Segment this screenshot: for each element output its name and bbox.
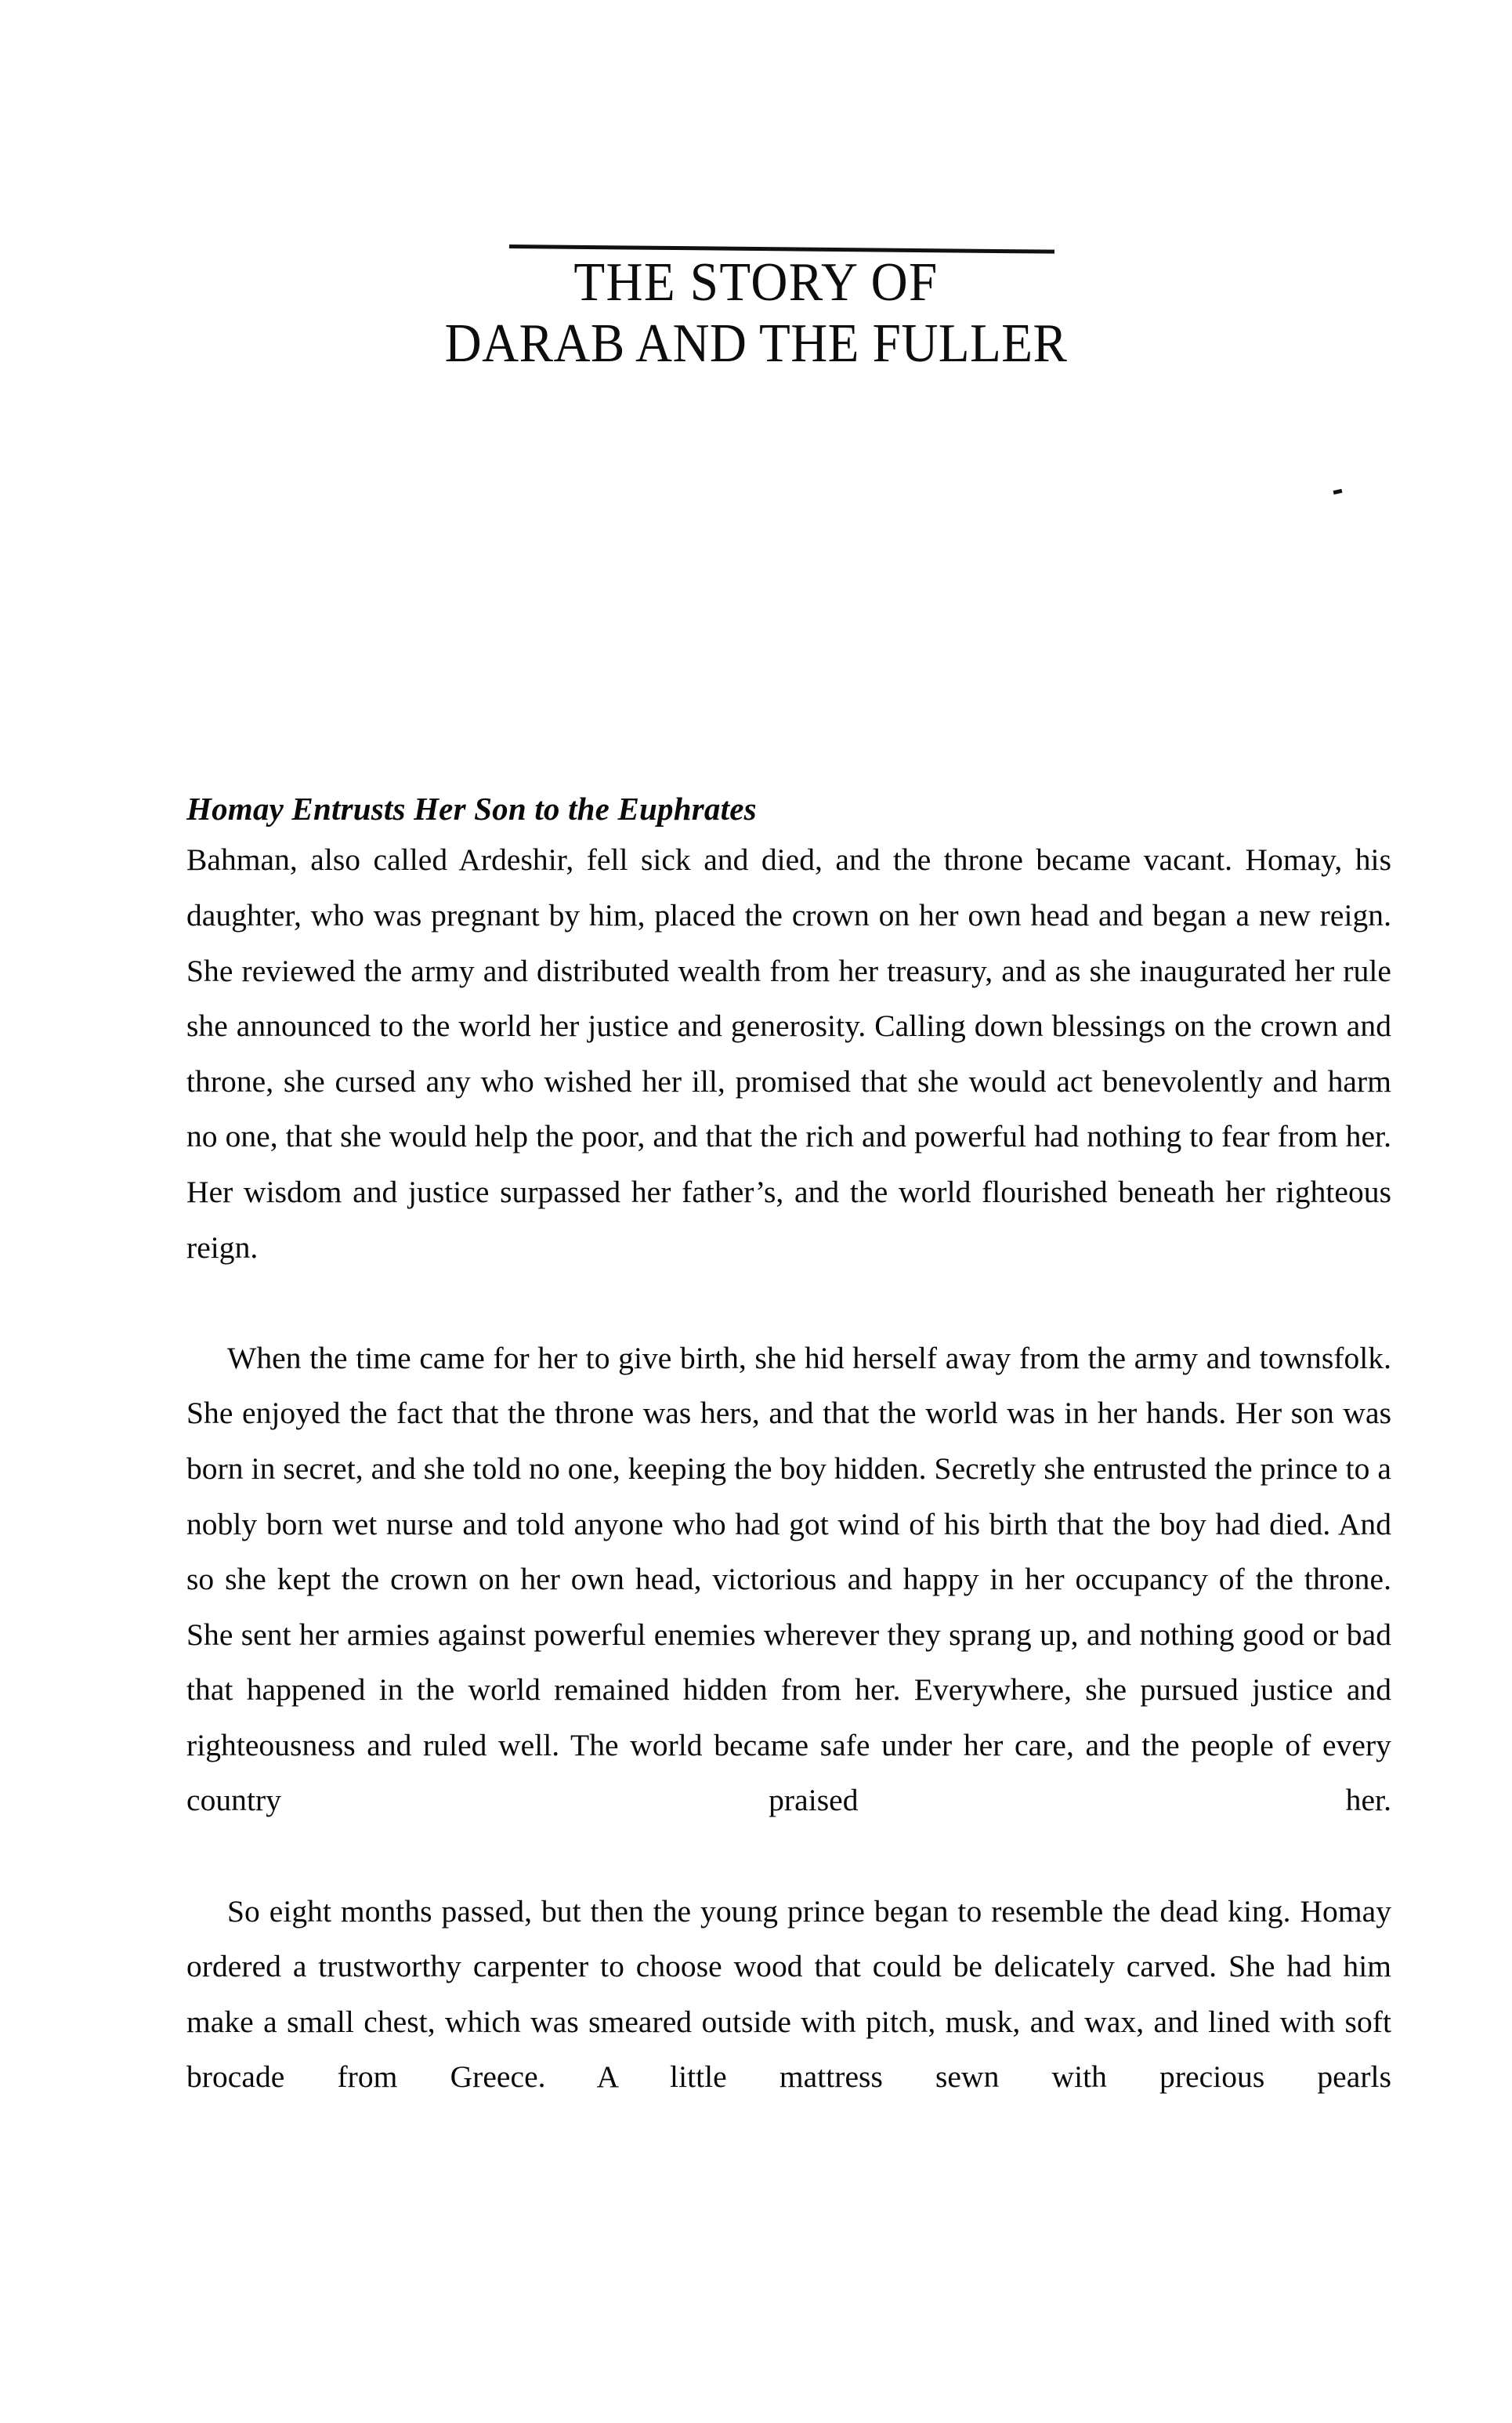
scan-artifact-speck: [1333, 489, 1343, 494]
chapter-header: [0, 196, 1512, 412]
page-title: [53, 252, 1460, 375]
body-text-column: [186, 790, 1391, 2160]
chapter-title-line-2: DARAB AND THE FULLER: [444, 313, 1068, 375]
chapter-rule-container: [0, 196, 1512, 232]
body-paragraph: So eight months passed, but then the young prince began to resemble the dead king. Homay ordered a trustworthy carpenter to choose wood that could be delicately carved. She had him make a small chest, which was smeared outside with pitch, musk, and wax, and lined with soft brocade from Greece. A little mattress sewn with precious pearls: [186, 1893, 1391, 2095]
body-paragraph: When the time came for her to give birth, she hid herself away from the army and townsfolk. She enjoyed the fact that the throne was hers, and that the world was in her hands. Her son was born in secret, and she told no one, keeping the boy hidden. Secretly she entrusted the prince to a nobly born wet nurse and told anyone who had got wind of his birth that the boy had died. And so she kept the crown on her own head, victorious and happy in her occupancy of the throne. She sent her armies against powerful enemies wherever they sprang up, and nothing good or bad that happened in the world remained hidden from her. Everywhere, she pursued justice and righteousness and ruled well. The world became safe under her care, and the people of every country praised her.: [186, 1340, 1391, 1818]
chapter-title-line-1: THE STORY OF: [573, 252, 939, 313]
body-paragraph: Bahman, also called Ardeshir, fell sick and died, and the throne became vacant. Homay, his daughter, who was pregnant by him, placed the crown on her own head and began a new reign. She reviewed the army and distributed wealth from her treasury, and as she inaugurated her rule she announced to the world her justice and generosity. Calling down blessings on the crown and throne, she cursed any who wished her ill, promised that she would act benevolently and harm no one, that she would help the poor, and that the rich and powerful had nothing to fear from her. Her wisdom and justice surpassed her father’s, and the world flourished beneath her righteous reign.: [186, 842, 1391, 1265]
section-heading: Homay Entrusts Her Son to the Euphrates: [186, 791, 757, 827]
